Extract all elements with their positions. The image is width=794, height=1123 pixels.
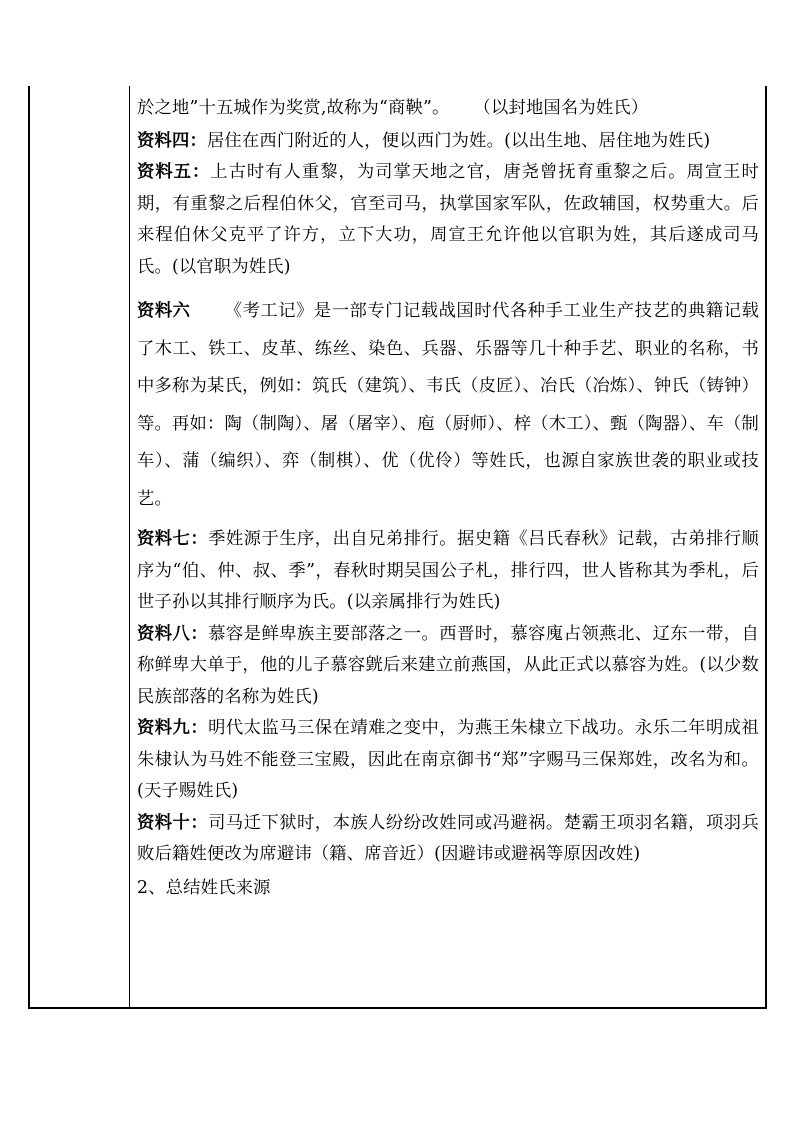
material-7-text: 季姓源于生序，出自兄弟排行。据史籍《吕氏春秋》记载，古弟排行顺序为“伯、仲、叔、季”，春秋时期吴国公子札，排行四，世人皆称其为季札，后世子孙以其排行顺序为氏。(以亲属排行为姓氏) bbox=[137, 529, 759, 612]
material-4-text: 居住在西门附近的人，便以西门为姓。(以出生地、居住地为姓氏) bbox=[206, 130, 711, 151]
material-7 bbox=[137, 524, 759, 619]
material-5-label: 资料五： bbox=[137, 162, 211, 182]
content-table bbox=[28, 86, 767, 1009]
material-9-text: 明代太监马三保在靖难之变中，为燕王朱棣立下战功。永乐二年明成祖朱棣认为马姓不能登三宝殿，因此在南京御书“郑”字赐马三保郑姓，改名为和。(天子赐姓氏) bbox=[137, 718, 759, 801]
material-3-tail bbox=[137, 93, 759, 125]
material-10 bbox=[137, 808, 759, 871]
material-6-label: 资料六 bbox=[137, 301, 191, 321]
material-8 bbox=[137, 619, 759, 714]
material-4 bbox=[137, 126, 759, 158]
column-divider bbox=[129, 86, 130, 1007]
material-5 bbox=[137, 157, 759, 283]
summary-heading: 2、总结姓氏来源 bbox=[137, 877, 271, 898]
material-3-note: （以封地国名为姓氏） bbox=[473, 98, 649, 118]
material-3-text: 於之地”十五城作为奖赏,故称为“商鞅”。 bbox=[137, 98, 450, 118]
material-7-label: 资料七： bbox=[137, 529, 209, 549]
material-6-text: 《考工记》是一部专门记载战国时代各种手工业生产技艺的典籍记载了木工、铁工、皮革、练丝、染色、兵器、乐器等几十种手艺、职业的名称，书中多称为某氏，例如：筑氏（建筑）、韦氏（皮匠）、冶氏（冶炼）、钟氏（铸钟）等。再如：陶（制陶）、屠（屠宰）、庖（厨师）、梓（木工）、甄（陶器）、车（制车）、蒲（编织）、弈（制棋）、优（优伶）等姓氏，也源自家族世袭的职业或技艺。 bbox=[137, 301, 759, 509]
materials-cell bbox=[137, 86, 759, 904]
material-5-text: 上古时有人重黎，为司掌天地之官，唐尧曾抚育重黎之后。周宣王时期，有重黎之后程伯休父，官至司马，执掌国家军队，佐政辅国，权势重大。后来程伯休父克平了许方，立下大功，周宣王允许他以官职为姓，其后遂成司马氏。(以官职为姓氏) bbox=[137, 162, 759, 277]
material-4-label: 资料四： bbox=[137, 130, 207, 151]
material-8-label: 资料八： bbox=[137, 623, 209, 644]
material-9 bbox=[137, 713, 759, 808]
material-8-text: 慕容是鲜卑族主要部落之一。西晋时，慕容廆占领燕北、辽东一带，自称鲜卑大单于，他的儿子慕容皝后来建立前燕国，从此正式以慕容为姓。(以少数民族部落的名称为姓氏) bbox=[137, 623, 759, 707]
material-9-label: 资料九： bbox=[137, 718, 209, 738]
material-6 bbox=[137, 293, 759, 518]
material-10-label: 资料十： bbox=[137, 812, 209, 833]
material-10-text: 司马迁下狱时，本族人纷纷改姓同或冯避祸。楚霸王项羽名籍，项羽兵败后籍姓便改为席避讳（籍、席音近）(因避讳或避祸等原因改姓) bbox=[137, 812, 759, 864]
